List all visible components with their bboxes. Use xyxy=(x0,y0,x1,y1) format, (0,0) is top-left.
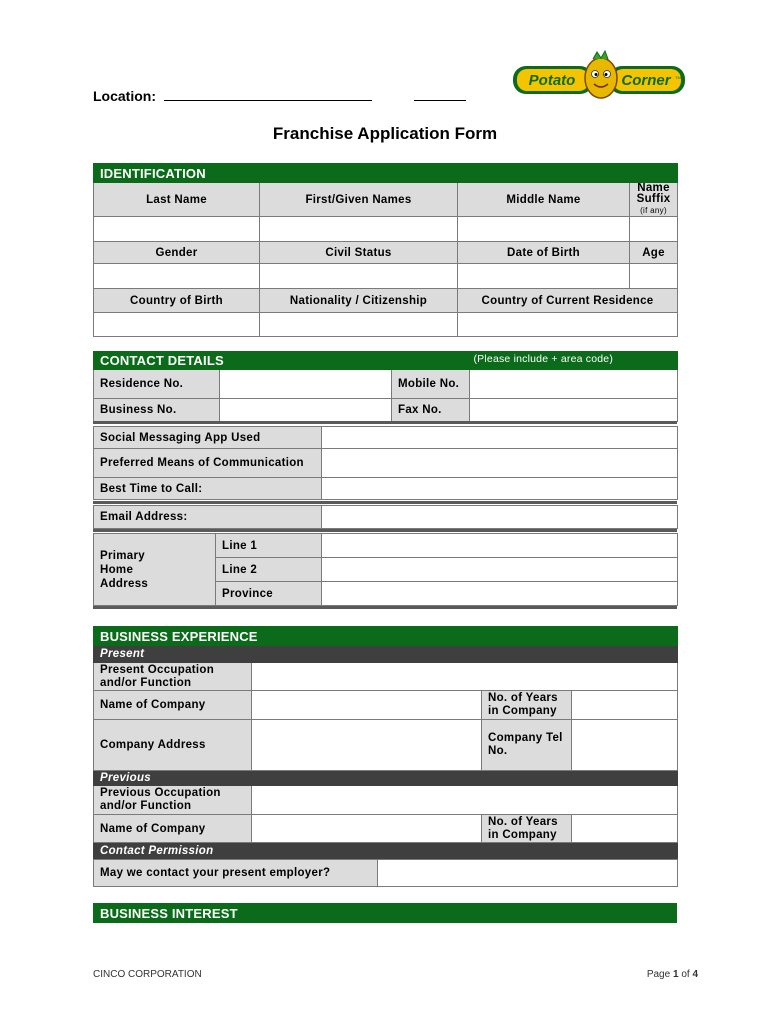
gender-input[interactable] xyxy=(94,264,260,289)
fax-input[interactable] xyxy=(470,399,678,422)
country-residence-input[interactable] xyxy=(458,313,678,337)
company-name-input[interactable] xyxy=(252,691,482,720)
present-subheading: Present xyxy=(94,646,678,663)
logo-text-left: Potato xyxy=(528,72,576,89)
mobile-label: Mobile No. xyxy=(392,370,470,399)
last-name-label: Last Name xyxy=(94,183,260,217)
previous-occupation-input[interactable] xyxy=(252,786,678,815)
prev-company-name-input[interactable] xyxy=(252,815,482,843)
contact-heading xyxy=(94,352,678,370)
fax-label: Fax No. xyxy=(392,399,470,422)
email-table xyxy=(93,505,678,529)
line2-label: Line 2 xyxy=(216,558,322,582)
company-tel-input[interactable] xyxy=(572,720,678,771)
divider xyxy=(93,529,677,532)
name-suffix-input[interactable] xyxy=(630,217,678,242)
address-table xyxy=(93,533,678,606)
province-label: Province xyxy=(216,582,322,606)
suffix-line2: Suffix xyxy=(636,193,671,205)
location-label: Location: xyxy=(93,88,156,104)
permission-table xyxy=(93,859,678,887)
mascot-pupil-icon xyxy=(595,73,598,76)
identification-table xyxy=(93,163,678,337)
nationality-label: Nationality / Citizenship xyxy=(260,289,458,313)
suffix-line1: Name xyxy=(637,182,670,194)
country-of-birth-label: Country of Birth xyxy=(94,289,260,313)
business-experience-heading: BUSINESS EXPERIENCE xyxy=(94,627,678,646)
business-interest-table xyxy=(93,903,677,923)
primary-address-text: Primary Home Address xyxy=(100,549,149,590)
first-names-label: First/Given Names xyxy=(260,183,458,217)
prev-company-name-label: Name of Company xyxy=(94,815,252,843)
permission-question-label: May we contact your present employer? xyxy=(94,860,378,887)
communication-table xyxy=(93,426,678,500)
permission-answer-input[interactable] xyxy=(378,860,678,887)
line1-input[interactable] xyxy=(322,534,678,558)
business-experience-table xyxy=(93,626,678,859)
page-title: Franchise Application Form xyxy=(272,124,498,143)
date-of-birth-label: Date of Birth xyxy=(458,242,630,264)
messaging-app-label: Social Messaging App Used xyxy=(94,427,322,449)
civil-status-input[interactable] xyxy=(260,264,458,289)
residence-label: Residence No. xyxy=(94,370,220,399)
page-total: 4 xyxy=(692,969,698,980)
potato-mascot-icon xyxy=(585,58,617,98)
preferred-means-label: Preferred Means of Communication xyxy=(94,449,322,478)
email-input[interactable] xyxy=(322,506,678,529)
country-of-birth-input[interactable] xyxy=(94,313,260,337)
province-input[interactable] xyxy=(322,582,678,606)
contact-heading-text: CONTACT DETAILS xyxy=(100,353,224,368)
location-input-line[interactable] xyxy=(164,88,294,101)
divider xyxy=(93,501,677,504)
business-interest-heading: BUSINESS INTEREST xyxy=(94,904,677,923)
gender-label: Gender xyxy=(94,242,260,264)
page-number xyxy=(647,969,698,980)
previous-occupation-label: Previous Occupation and/or Function xyxy=(94,786,252,815)
years-label: No. of Years in Company xyxy=(482,691,572,720)
mobile-input[interactable] xyxy=(470,370,678,399)
divider xyxy=(93,606,677,609)
divider xyxy=(93,421,677,424)
first-names-input[interactable] xyxy=(260,217,458,242)
company-address-label: Company Address xyxy=(94,720,252,771)
footer-company: CINCO CORPORATION xyxy=(93,969,202,980)
company-name-label: Name of Company xyxy=(94,691,252,720)
date-of-birth-input[interactable] xyxy=(458,264,630,289)
middle-name-label: Middle Name xyxy=(458,183,630,217)
business-no-label: Business No. xyxy=(94,399,220,422)
present-occupation-label: Present Occupation and/or Function xyxy=(94,663,252,691)
best-time-label: Best Time to Call: xyxy=(94,478,322,500)
age-input[interactable] xyxy=(630,264,678,289)
prev-years-input[interactable] xyxy=(572,815,678,843)
suffix-line3: (if any) xyxy=(640,206,667,215)
nationality-input[interactable] xyxy=(260,313,458,337)
location-field xyxy=(93,88,466,104)
middle-name-input[interactable] xyxy=(458,217,630,242)
identification-heading: IDENTIFICATION xyxy=(94,164,678,183)
civil-status-label: Civil Status xyxy=(260,242,458,264)
age-label: Age xyxy=(630,242,678,264)
line2-input[interactable] xyxy=(322,558,678,582)
contact-phones-table xyxy=(93,351,678,422)
present-occupation-input[interactable] xyxy=(252,663,678,691)
years-input[interactable] xyxy=(572,691,678,720)
previous-subheading: Previous xyxy=(94,771,678,786)
area-code-note: (Please include + area code) xyxy=(473,353,614,365)
business-no-input[interactable] xyxy=(220,399,392,422)
logo-text-right: Corner xyxy=(621,72,671,89)
location-line-seg xyxy=(372,88,414,101)
best-time-input[interactable] xyxy=(322,478,678,500)
logo-trademark: TM xyxy=(675,75,681,80)
of-word: of xyxy=(681,969,690,980)
country-residence-label: Country of Current Residence xyxy=(458,289,678,313)
name-suffix-label xyxy=(630,183,678,217)
prev-years-label: No. of Years in Company xyxy=(482,815,572,843)
potato-corner-logo xyxy=(511,50,686,102)
contact-permission-subheading: Contact Permission xyxy=(94,843,678,859)
location-line-seg xyxy=(414,88,466,101)
primary-address-label xyxy=(94,534,216,606)
last-name-input[interactable] xyxy=(94,217,260,242)
residence-input[interactable] xyxy=(220,370,392,399)
location-line-seg xyxy=(294,88,372,101)
mascot-leaves-icon xyxy=(593,51,608,59)
line1-label: Line 1 xyxy=(216,534,322,558)
page-current: 1 xyxy=(672,969,679,980)
mascot-pupil-icon xyxy=(605,73,608,76)
messaging-app-input[interactable] xyxy=(322,427,678,449)
company-address-input[interactable] xyxy=(252,720,482,771)
page-word: Page xyxy=(646,969,671,980)
preferred-means-input[interactable] xyxy=(322,449,678,478)
company-tel-label: Company Tel No. xyxy=(482,720,572,771)
email-label: Email Address: xyxy=(94,506,322,529)
